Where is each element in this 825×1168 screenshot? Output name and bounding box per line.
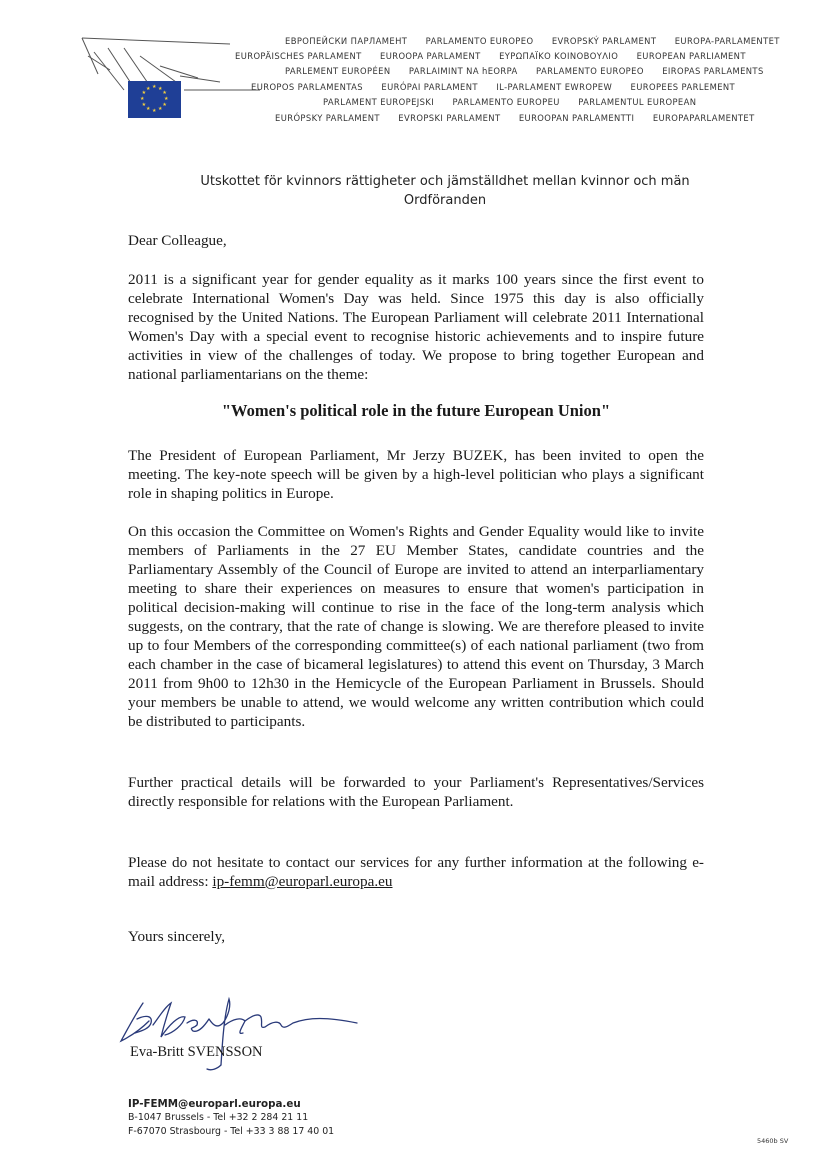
flag-star-icon: ★ [146,107,151,113]
paragraph-invitation: On this occasion the Committee on Women's Rights and Gender Equality would like to invite members of Parliaments in the 27 EU Member States, candidate countries and the Parliamentary Assembly of the Council of Europe are invited to attend an interparliamentary meeting to share their experiences on measures to ensure that women's participation in political decision-making will continue to rise in the face of the long-term analysis which suggests, on the contrary, that the rate of change is slowing. We are therefore pleased to invite up to four Members of the corresponding committee(s) of each national parliament (two from each chamber in the case of bicameral legislatures) to attend this event on Thursday, 3 March 2011 from 9h00 to 12h30 in the Hemicycle of the European Parliament in Brussels. Should your members be unable to attend, we would welcome any written contribution which could be distributed to participants. [128,523,704,730]
footer-contact [128,1097,334,1139]
name-item: EVROPSKÝ PARLAMENT [551,36,657,46]
flag-star-icon: ★ [164,97,169,102]
names-row-5 [323,97,696,107]
flag-star-icon: ★ [141,103,147,108]
eu-flag-icon [128,81,181,118]
footer-strasbourg: F-67070 Strasbourg - Tel +33 3 88 17 40 01 [128,1126,335,1137]
name-item: EUROOPAN PARLAMENTTI [518,113,635,123]
flag-star-icon: ★ [162,91,167,96]
names-row-1 [285,36,780,46]
name-item: EUROPOS PARLAMENTAS [251,82,363,92]
flag-star-icon: ★ [152,85,157,90]
name-item: EUROPÄISCHES PARLAMENT [235,51,362,61]
name-item: PARLEMENT EUROPÉEN [285,66,391,76]
flag-star-icon: ★ [140,97,145,102]
name-item: PARLAMENTO EUROPEO [425,36,534,46]
name-item: EUROPEAN PARLIAMENT [636,51,746,61]
names-row-6 [275,113,755,123]
flag-star-icon: ★ [152,109,157,114]
paragraph-president: The President of European Parliament, Mr Jerzy BUZEK, has been invited to open the meeting. The key-note speech will be given by a high-level politician who plays a significant role in shaping politics in Europe. [128,447,704,502]
flag-star-icon: ★ [162,103,167,108]
committee-heading [150,172,740,210]
name-item: PARLAIMINT NA hEORPA [408,66,518,76]
document-reference: 5460b SV [757,1137,789,1145]
name-item: ЕВРОПЕЙСКИ ПАРЛАМЕНТ [285,36,408,46]
name-item: PARLAMENTO EUROPEU [452,97,560,107]
salutation: Dear Colleague, [128,232,227,249]
flag-star-icon: ★ [141,91,147,96]
name-item: PARLAMENT EUROPEJSKI [323,97,435,107]
name-item: EUROPAPARLAMENTET [652,113,755,123]
contact-email-link[interactable]: ip-femm@europarl.europa.eu [212,873,393,890]
paragraph-contact [128,853,704,891]
closing: Yours sincerely, [128,928,226,945]
names-row-4 [251,82,735,92]
flag-star-icon: ★ [158,107,163,113]
names-row-2 [235,51,746,61]
theme-title: "Women's political role in the future European Union" [221,401,611,420]
handwritten-signature [113,995,363,1075]
name-item: IL-PARLAMENT EWROPEW [496,82,613,92]
contact-text: Please do not hesitate to contact our services for any further information at the following e-mail address: [128,854,704,890]
paragraph-practical-details: Further practical details will be forwarded to your Parliament's Representatives/Services directly responsible for relations with the European Parliament. [128,774,704,810]
name-item: EUROOPA PARLAMENT [380,51,481,61]
name-item: EVROPSKI PARLAMENT [398,113,501,123]
name-item: EURÓPAI PARLAMENT [381,82,478,92]
name-item: EUROPEES PARLEMENT [630,82,736,92]
signer-name: Eva-Britt SVENSSON [130,1044,263,1060]
flag-star-icon: ★ [146,86,151,92]
names-row-3 [285,66,764,76]
paragraph-intro: 2011 is a significant year for gender equality as it marks 100 years since the first event to celebrate International Women's Day was held. Since 1975 this day is also officially recognised by the United Nations. The European Parliament will celebrate 2011 International Women's Day with a special event to recognise historic achievements and to inspire future activities in view of the challenges of today. We propose to bring together European and national parliamentarians on the theme: [128,271,704,383]
name-item: EURÓPSKY PARLAMENT [275,113,380,123]
flag-star-icon: ★ [158,86,163,92]
committee-name: Utskottet för kvinnors rättigheter och jämställdhet mellan kvinnor och män [200,174,690,189]
name-item: EUROPA-PARLAMENTET [674,36,780,46]
name-item: PARLAMENTUL EUROPEAN [578,97,697,107]
name-item: PARLAMENTO EUROPEO [536,66,644,76]
committee-role: Ordföranden [403,193,487,208]
name-item: EIROPAS PARLAMENTS [662,66,764,76]
footer-brussels: B-1047 Brussels - Tel +32 2 284 21 11 [128,1112,309,1123]
name-item: ΕΥΡΩΠΑΪΚΟ ΚΟΙΝΟΒΟΥΛΙΟ [499,51,619,61]
footer-email: IP-FEMM@europarl.europa.eu [128,1098,301,1110]
